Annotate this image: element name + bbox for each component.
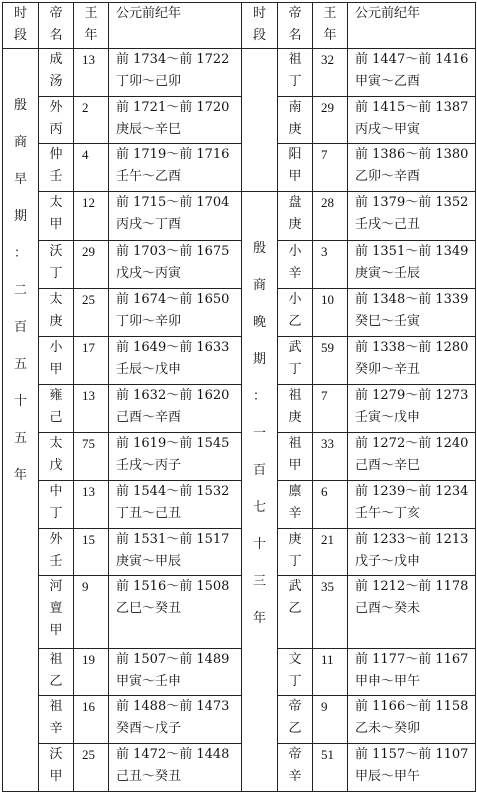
reign-range xyxy=(348,192,476,240)
ganzhi-range: 丙戌～丁酉 xyxy=(116,217,182,233)
table-row xyxy=(3,432,476,480)
header-period-char: 时 xyxy=(252,6,266,21)
period-early xyxy=(3,49,39,792)
period-early-char: 五 xyxy=(13,357,27,373)
king-name-char: 仲 xyxy=(49,146,63,162)
ganzhi-range: 丁丑～己丑 xyxy=(116,506,182,522)
king-name-char: 庚 xyxy=(49,313,63,329)
king-name-char: 祖 xyxy=(288,435,302,451)
ganzhi-range: 癸巳～壬寅 xyxy=(355,313,421,329)
reign-years: 15 xyxy=(74,528,109,575)
king-name-char: 小 xyxy=(288,291,302,307)
king-name xyxy=(278,528,313,575)
period-early-char: 五 xyxy=(13,431,27,447)
reign-years: 17 xyxy=(74,337,109,384)
king-name-char: 帝 xyxy=(288,699,302,715)
king-name-char: 外 xyxy=(49,531,63,547)
king-name-char: 祖 xyxy=(288,52,302,68)
reign-years: 16 xyxy=(74,696,109,743)
king-name-char: 武 xyxy=(288,578,302,594)
ganzhi-range: 甲寅～乙酉 xyxy=(355,74,421,90)
table-row xyxy=(3,240,476,288)
reign-years: 6 xyxy=(313,481,348,528)
reign-range xyxy=(109,743,242,791)
king-name-char: 盘 xyxy=(288,195,302,211)
ganzhi-range: 庚辰～辛巳 xyxy=(116,121,182,137)
header-period xyxy=(242,3,278,49)
ganzhi-range: 壬戌～己丑 xyxy=(355,217,421,233)
king-name-char: 乙 xyxy=(288,313,302,329)
year-range: 前 1348～前 1339 xyxy=(355,291,469,307)
year-range: 前 1516～前 1508 xyxy=(116,578,230,594)
king-name xyxy=(39,240,74,288)
header-name xyxy=(39,3,74,49)
reign-years: 9 xyxy=(74,575,109,648)
reign-years: 25 xyxy=(74,288,109,336)
reign-years: 35 xyxy=(313,575,348,648)
reign-years: 75 xyxy=(74,432,109,480)
king-name-char: 祖 xyxy=(288,387,302,403)
king-name-char: 文 xyxy=(288,651,302,667)
reign-range xyxy=(348,648,476,695)
reign-range xyxy=(348,743,476,791)
year-range: 前 1488～前 1473 xyxy=(116,699,230,715)
reign-range xyxy=(348,575,476,648)
reign-range xyxy=(109,192,242,240)
reign-range xyxy=(348,288,476,336)
king-name-char: 戊 xyxy=(49,457,63,473)
reign-years: 13 xyxy=(74,384,109,432)
reign-range xyxy=(348,384,476,432)
reign-range xyxy=(348,96,476,143)
reign-range xyxy=(109,575,242,648)
king-name xyxy=(39,743,74,791)
king-name-char: 乙 xyxy=(288,721,302,737)
king-name-char: 祖 xyxy=(49,651,63,667)
ganzhi-range: 甲辰～甲午 xyxy=(355,768,421,784)
ganzhi-range: 乙巳～癸丑 xyxy=(116,600,182,616)
reign-range xyxy=(109,696,242,743)
king-name xyxy=(39,49,74,96)
king-name-char: 廪 xyxy=(288,484,302,500)
ganzhi-range: 庚寅～壬辰 xyxy=(355,265,421,281)
king-name xyxy=(278,696,313,743)
king-name xyxy=(278,575,313,648)
king-name-char: 南 xyxy=(288,99,302,115)
year-range: 前 1719～前 1716 xyxy=(116,146,230,162)
table-row xyxy=(3,337,476,384)
year-range: 前 1212～前 1178 xyxy=(355,578,469,594)
king-name xyxy=(278,240,313,288)
header-period-char: 段 xyxy=(13,28,27,43)
header-name-char: 帝 xyxy=(288,6,302,21)
king-name-char: 太 xyxy=(49,195,63,211)
reign-range xyxy=(109,96,242,143)
king-name xyxy=(278,481,313,528)
king-name-char: 乙 xyxy=(288,600,302,616)
king-name xyxy=(39,648,74,695)
ganzhi-range: 壬午～乙酉 xyxy=(116,168,182,184)
king-name xyxy=(278,143,313,191)
king-name-char: 帝 xyxy=(288,746,302,762)
king-name-char: 丙 xyxy=(49,121,63,137)
king-name-char: 庚 xyxy=(288,121,302,137)
year-range: 前 1619～前 1545 xyxy=(116,435,230,451)
king-name xyxy=(278,743,313,791)
year-range: 前 1674～前 1650 xyxy=(116,291,230,307)
reign-range xyxy=(348,696,476,743)
king-name-char: 小 xyxy=(49,340,63,356)
king-name-char: 太 xyxy=(49,291,63,307)
reign-range xyxy=(348,337,476,384)
reign-years: 29 xyxy=(74,240,109,288)
reign-years: 51 xyxy=(313,743,348,791)
reign-range xyxy=(109,49,242,96)
king-name-char: 阳 xyxy=(288,146,302,162)
table-row xyxy=(3,481,476,528)
king-name xyxy=(278,192,313,240)
king-name xyxy=(278,49,313,96)
ganzhi-range: 戊子～戊申 xyxy=(355,553,421,569)
reign-years: 28 xyxy=(313,192,348,240)
king-name-char: 汤 xyxy=(49,74,63,90)
period-early-char: 年 xyxy=(13,468,27,484)
ganzhi-range: 壬戌～丙子 xyxy=(116,457,182,473)
year-range: 前 1239～前 1234 xyxy=(355,484,469,500)
ganzhi-range: 己酉～辛酉 xyxy=(116,409,182,425)
reign-range xyxy=(109,481,242,528)
period-late-char: 十 xyxy=(252,537,266,553)
table-row xyxy=(3,575,476,648)
period-late-char: 三 xyxy=(252,574,266,590)
year-range: 前 1415～前 1387 xyxy=(355,99,469,115)
king-name-char: 庚 xyxy=(288,531,302,547)
ganzhi-range: 己丑～癸丑 xyxy=(116,768,182,784)
table-row xyxy=(3,743,476,791)
king-name-char: 辛 xyxy=(288,506,302,522)
ganzhi-range: 乙未～癸卯 xyxy=(355,721,421,737)
king-name xyxy=(39,528,74,575)
reign-years: 32 xyxy=(313,49,348,96)
table-row xyxy=(3,288,476,336)
reign-range xyxy=(109,240,242,288)
header-years xyxy=(74,3,109,49)
period-late-char: 百 xyxy=(252,463,266,479)
king-name xyxy=(278,337,313,384)
header-years-char: 年 xyxy=(323,28,337,43)
reign-range xyxy=(109,143,242,191)
period-late-char: 年 xyxy=(252,611,266,627)
year-range: 前 1272～前 1240 xyxy=(355,435,469,451)
chronology-table xyxy=(2,2,476,792)
period-early-char: 商 xyxy=(13,135,27,151)
year-range: 前 1447～前 1416 xyxy=(355,52,469,68)
header-years-char: 王 xyxy=(323,6,337,21)
year-range: 前 1531～前 1517 xyxy=(116,531,230,547)
king-name-char: 辛 xyxy=(288,768,302,784)
king-name-char: 壬 xyxy=(49,168,63,184)
king-name xyxy=(39,96,74,143)
header-years-char: 年 xyxy=(84,28,98,43)
king-name xyxy=(39,337,74,384)
period-late-char: ： xyxy=(252,389,266,405)
header-range: 公元前纪年 xyxy=(109,3,242,49)
king-name-char: 己 xyxy=(49,409,63,425)
period-early-char: 百 xyxy=(13,320,27,336)
year-range: 前 1338～前 1280 xyxy=(355,340,469,356)
ganzhi-range: 壬辰～戊申 xyxy=(116,362,182,378)
king-name xyxy=(278,96,313,143)
ganzhi-range: 丁卯～己卯 xyxy=(116,74,182,90)
year-range: 前 1177～前 1167 xyxy=(355,651,469,667)
table-row xyxy=(3,192,476,240)
period-early-continued xyxy=(242,49,278,192)
reign-range xyxy=(348,240,476,288)
king-name-char: 沃 xyxy=(49,746,63,762)
reign-range xyxy=(348,49,476,96)
year-range: 前 1734～前 1722 xyxy=(116,52,230,68)
header-period xyxy=(3,3,39,49)
king-name-char: 丁 xyxy=(49,265,63,281)
king-name-char: 庚 xyxy=(288,217,302,233)
period-late-char: 期 xyxy=(252,352,266,368)
reign-years: 9 xyxy=(313,696,348,743)
year-range: 前 1507～前 1489 xyxy=(116,651,230,667)
period-early-char: 期 xyxy=(13,209,27,225)
year-range: 前 1649～前 1633 xyxy=(116,340,230,356)
year-range: 前 1472～前 1448 xyxy=(116,746,230,762)
king-name xyxy=(39,192,74,240)
reign-years: 3 xyxy=(313,240,348,288)
header-range: 公元前纪年 xyxy=(348,3,476,49)
king-name-char: 成 xyxy=(49,52,63,68)
king-name xyxy=(278,288,313,336)
reign-range xyxy=(348,432,476,480)
header-period-char: 段 xyxy=(252,28,266,43)
year-range: 前 1279～前 1273 xyxy=(355,387,469,403)
ganzhi-range: 乙卯～辛酉 xyxy=(355,168,421,184)
ganzhi-range: 癸卯～辛丑 xyxy=(355,362,421,378)
king-name-char: 丁 xyxy=(288,553,302,569)
reign-range xyxy=(109,528,242,575)
reign-years: 4 xyxy=(74,143,109,191)
king-name xyxy=(39,481,74,528)
king-name xyxy=(39,384,74,432)
period-late-char: 晚 xyxy=(252,315,266,331)
ganzhi-range: 己酉～癸未 xyxy=(355,600,421,616)
king-name xyxy=(278,384,313,432)
reign-years: 12 xyxy=(74,192,109,240)
king-name-char: 辛 xyxy=(288,265,302,281)
year-range: 前 1721～前 1720 xyxy=(116,99,230,115)
king-name-char: 丁 xyxy=(288,74,302,90)
year-range: 前 1703～前 1675 xyxy=(116,243,230,259)
period-late-char: 殷 xyxy=(252,241,266,257)
reign-years: 19 xyxy=(74,648,109,695)
ganzhi-range: 己酉～辛巳 xyxy=(355,457,421,473)
table-row xyxy=(3,384,476,432)
header-years-char: 王 xyxy=(84,6,98,21)
table-row xyxy=(3,143,476,191)
year-range: 前 1166～前 1158 xyxy=(355,699,469,715)
header-name-char: 名 xyxy=(288,28,302,43)
king-name-char: 辛 xyxy=(49,721,63,737)
year-range: 前 1379～前 1352 xyxy=(355,195,469,211)
king-name-char: 乙 xyxy=(49,673,63,689)
king-name-char: 丁 xyxy=(49,506,63,522)
ganzhi-range: 壬寅～戊申 xyxy=(355,409,421,425)
king-name-char: 小 xyxy=(288,243,302,259)
year-range: 前 1157～前 1107 xyxy=(355,746,469,762)
king-name xyxy=(39,575,74,648)
period-late-char: 一 xyxy=(252,426,266,442)
year-range: 前 1386～前 1380 xyxy=(355,146,469,162)
ganzhi-range: 甲申～甲午 xyxy=(355,673,421,689)
ganzhi-range: 庚寅～甲辰 xyxy=(116,553,182,569)
reign-years: 59 xyxy=(313,337,348,384)
king-name xyxy=(278,648,313,695)
period-early-char: ： xyxy=(13,246,27,262)
king-name-char: 沃 xyxy=(49,243,63,259)
king-name-char: 壬 xyxy=(49,553,63,569)
year-range: 前 1715～前 1704 xyxy=(116,195,230,211)
king-name-char: 甲 xyxy=(288,457,302,473)
reign-range xyxy=(109,384,242,432)
year-range: 前 1351～前 1349 xyxy=(355,243,469,259)
table-row xyxy=(3,648,476,695)
king-name-char: 甲 xyxy=(49,622,63,638)
header-years xyxy=(313,3,348,49)
reign-years: 2 xyxy=(74,96,109,143)
reign-range xyxy=(109,288,242,336)
table-row xyxy=(3,528,476,575)
header-row xyxy=(3,3,476,49)
reign-years: 25 xyxy=(74,743,109,791)
reign-years: 13 xyxy=(74,481,109,528)
table-row xyxy=(3,96,476,143)
reign-years: 11 xyxy=(313,648,348,695)
king-name-char: 太 xyxy=(49,435,63,451)
reign-range xyxy=(348,481,476,528)
king-name-char: 丁 xyxy=(288,673,302,689)
period-late-char: 七 xyxy=(252,500,266,516)
king-name-char: 丁 xyxy=(288,362,302,378)
king-name-char: 雍 xyxy=(49,387,63,403)
reign-years: 7 xyxy=(313,143,348,191)
king-name-char: 祖 xyxy=(49,699,63,715)
king-name-char: 武 xyxy=(288,340,302,356)
reign-years: 13 xyxy=(74,49,109,96)
king-name-char: 甲 xyxy=(49,217,63,233)
ganzhi-range: 戊戌～丙寅 xyxy=(116,265,182,281)
king-name-char: 甲 xyxy=(288,168,302,184)
header-name-char: 帝 xyxy=(49,6,63,21)
header-name-char: 名 xyxy=(49,28,63,43)
ganzhi-range: 壬午～丁亥 xyxy=(355,506,421,522)
king-name xyxy=(39,143,74,191)
king-name-char: 外 xyxy=(49,99,63,115)
reign-range xyxy=(109,337,242,384)
ganzhi-range: 癸酉～戊子 xyxy=(116,721,182,737)
reign-years: 7 xyxy=(313,384,348,432)
reign-range xyxy=(348,143,476,191)
period-early-char: 早 xyxy=(13,172,27,188)
king-name-char: 甲 xyxy=(49,768,63,784)
period-early-char: 十 xyxy=(13,394,27,410)
header-name xyxy=(278,3,313,49)
reign-years: 21 xyxy=(313,528,348,575)
table-row xyxy=(3,49,476,96)
header-period-char: 时 xyxy=(13,6,27,21)
king-name xyxy=(39,696,74,743)
king-name xyxy=(39,432,74,480)
king-name-char: 中 xyxy=(49,484,63,500)
king-name xyxy=(278,432,313,480)
period-early-char: 殷 xyxy=(13,98,27,114)
table-row xyxy=(3,696,476,743)
ganzhi-range: 丁卯～辛卯 xyxy=(116,313,182,329)
reign-range xyxy=(109,648,242,695)
king-name-char: 河 xyxy=(49,578,63,594)
reign-range xyxy=(348,528,476,575)
king-name-char: 甲 xyxy=(49,362,63,378)
year-range: 前 1233～前 1213 xyxy=(355,531,469,547)
period-early-char: 二 xyxy=(13,283,27,299)
king-name-char: 亶 xyxy=(49,600,63,616)
king-name xyxy=(39,288,74,336)
king-name-char: 庚 xyxy=(288,409,302,425)
reign-range xyxy=(109,432,242,480)
reign-years: 29 xyxy=(313,96,348,143)
reign-years: 10 xyxy=(313,288,348,336)
ganzhi-range: 甲寅～壬申 xyxy=(116,673,182,689)
reign-years: 33 xyxy=(313,432,348,480)
period-late-char: 商 xyxy=(252,278,266,294)
year-range: 前 1544～前 1532 xyxy=(116,484,230,500)
ganzhi-range: 丙戌～甲寅 xyxy=(355,121,421,137)
period-late xyxy=(242,192,278,792)
year-range: 前 1632～前 1620 xyxy=(116,387,230,403)
